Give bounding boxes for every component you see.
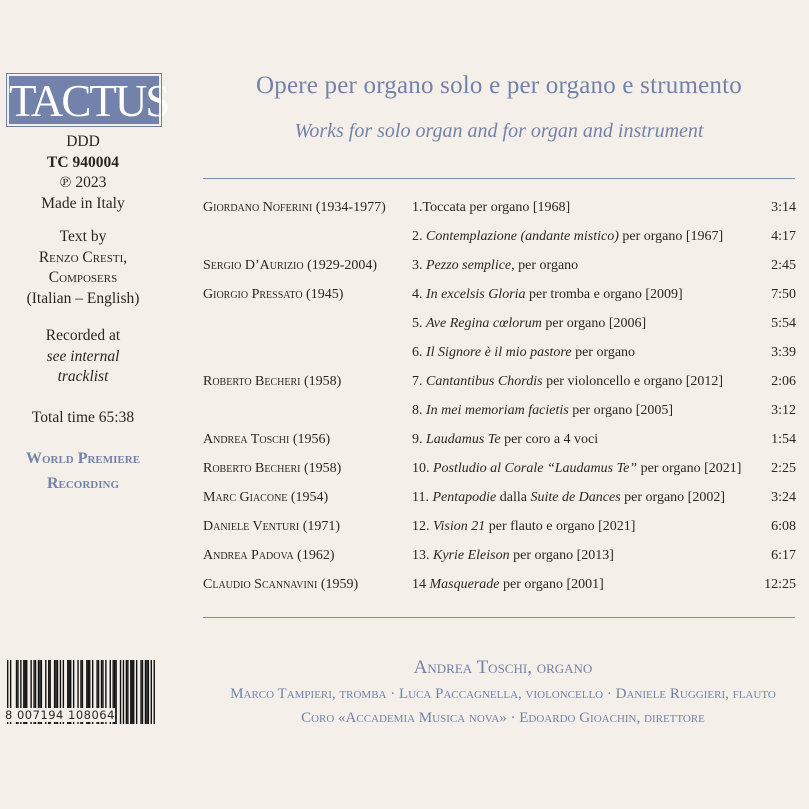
track-duration: 5:54 — [771, 316, 796, 331]
barcode-bar — [142, 660, 143, 724]
text-by-composers: Composers — [48, 269, 118, 286]
track-piece — [412, 200, 570, 216]
track-row — [203, 573, 796, 602]
track-title: Pezzo semplice, — [426, 258, 515, 273]
barcode-bar — [146, 660, 147, 724]
track-piece — [412, 577, 604, 593]
barcode-bar — [145, 660, 146, 724]
track-number: 11. — [412, 490, 433, 505]
barcode-bar — [133, 660, 134, 724]
track-source-title: Suite de Dances — [530, 490, 621, 505]
track-row — [203, 283, 796, 312]
catalog-number: TC 940004 — [47, 153, 119, 171]
album-title: Opere per organo solo e per organo e strumento — [256, 72, 742, 99]
track-piece — [412, 461, 741, 477]
track-row — [203, 225, 796, 254]
languages: (Italian – English) — [26, 289, 140, 307]
track-number: 4. — [412, 287, 426, 302]
track-scoring: per organo — [514, 258, 579, 273]
track-piece — [412, 316, 646, 332]
track-title: Masquerade — [429, 577, 500, 592]
track-row — [203, 196, 796, 225]
barcode-digits: 8 007194 108064 — [5, 708, 115, 722]
format-label: DDD — [66, 133, 100, 150]
tracklist — [203, 196, 796, 602]
world-premiere-badge — [0, 446, 166, 496]
track-scoring: per coro a 4 voci — [500, 432, 599, 447]
track-composer: Claudio Scannavini (1959) — [203, 577, 359, 592]
track-scoring: per organo [2021] — [637, 461, 742, 476]
premiere-line-2: Recording — [46, 475, 120, 492]
track-duration: 3:39 — [771, 345, 796, 360]
track-number: 6. — [412, 345, 426, 360]
track-scoring: per flauto e organo [2021] — [485, 519, 636, 534]
track-number: 2. — [412, 229, 426, 244]
track-row — [203, 370, 796, 399]
track-number: 8. — [412, 403, 426, 418]
recorded-label: Recorded at — [45, 327, 121, 344]
track-row — [203, 341, 796, 370]
track-number: 1. — [412, 200, 423, 215]
track-row — [203, 515, 796, 544]
track-scoring: per organo [1968] — [465, 200, 571, 215]
track-scoring: dalla — [496, 490, 531, 505]
track-title: Vision 21 — [433, 519, 486, 534]
total-time: Total time 65:38 — [31, 408, 135, 426]
track-composer: Giorgio Pressato (1945) — [203, 287, 344, 302]
track-number: 14 — [412, 577, 430, 592]
track-duration: 2:25 — [771, 461, 796, 476]
track-composer: Daniele Venturi (1971) — [203, 519, 341, 534]
track-composer: Roberto Becheri (1958) — [203, 461, 342, 476]
track-piece — [412, 345, 635, 361]
track-row — [203, 486, 796, 515]
track-row — [203, 457, 796, 486]
track-title: Pentapodie — [432, 490, 497, 505]
track-title: Kyrie Eleison — [433, 548, 510, 563]
track-composer: Marc Giacone (1954) — [203, 490, 329, 505]
track-scoring: per tromba e organo [2009] — [525, 287, 683, 302]
performers-instrumental: Marco Tampieri, tromba · Luca Paccagnella, violoncello · Daniele Ruggieri, flauto — [230, 686, 776, 702]
barcode-bar — [136, 660, 137, 724]
track-title: Ave Regina cœlorum — [426, 316, 542, 331]
track-composer: Giordano Noferini (1934-1977) — [203, 200, 386, 215]
track-duration: 6:17 — [771, 548, 796, 563]
origin-label: Made in Italy — [41, 194, 125, 212]
track-duration: 3:24 — [771, 490, 796, 505]
track-duration: 3:14 — [771, 200, 796, 215]
top-divider — [203, 178, 795, 179]
track-title: Laudamus Te — [426, 432, 501, 447]
track-composer: Roberto Becheri (1958) — [203, 374, 342, 389]
track-piece — [412, 432, 598, 448]
track-scoring: per organo — [571, 345, 636, 360]
performers-choir: Coro «Accademia Musica nova» · Edoardo Gioachin, direttore — [301, 710, 705, 726]
track-duration: 2:45 — [771, 258, 796, 273]
recorded-value-2: tracklist — [57, 368, 109, 385]
track-number: 13. — [412, 548, 433, 563]
barcode-bar — [148, 660, 149, 724]
track-scoring: per organo [2001] — [499, 577, 604, 592]
track-piece — [412, 374, 723, 390]
track-row — [203, 399, 796, 428]
track-piece — [412, 548, 614, 564]
track-number: 7. — [412, 374, 426, 389]
barcode-bar — [126, 660, 127, 724]
track-title: Postludio al Corale “Laudamus Te” — [433, 461, 638, 476]
text-by-label: Text by — [59, 228, 107, 245]
track-title: Il Signore è il mio pastore — [426, 345, 572, 360]
track-piece — [412, 229, 723, 245]
phonogram-copyright: ℗ 2023 — [59, 174, 107, 191]
track-piece — [412, 287, 683, 303]
track-row — [203, 428, 796, 457]
track-duration: 2:06 — [771, 374, 796, 389]
track-scoring: per organo [1967] — [618, 229, 724, 244]
track-piece — [412, 258, 578, 274]
barcode-bar — [120, 660, 121, 724]
track-number: 3. — [412, 258, 426, 273]
track-number: 10. — [412, 461, 433, 476]
bottom-divider — [203, 617, 795, 618]
track-row — [203, 254, 796, 283]
track-number: 12. — [412, 519, 433, 534]
barcode-bar — [130, 660, 131, 724]
track-duration: 12:25 — [764, 577, 796, 592]
text-by-author: Renzo Cresti, — [38, 248, 128, 266]
track-scoring: per violoncello e organo [2012] — [542, 374, 724, 389]
track-scoring: per organo [2005] — [568, 403, 674, 418]
barcode-bar — [127, 660, 128, 724]
track-scoring-2: per organo [2002] — [620, 490, 725, 505]
track-row — [203, 544, 796, 573]
track-composer: Andrea Padova (1962) — [203, 548, 335, 563]
barcode-bar — [154, 660, 155, 724]
track-duration: 1:54 — [771, 432, 796, 447]
track-duration: 7:50 — [771, 287, 796, 302]
sidebar — [0, 74, 169, 496]
barcode-bar — [115, 660, 116, 724]
track-piece — [412, 490, 725, 506]
track-piece — [412, 519, 635, 535]
track-piece — [412, 403, 673, 419]
album-subtitle: Works for solo organ and for organ and instrument — [294, 120, 704, 142]
tactus-logo: TACTUS — [9, 76, 169, 126]
track-duration: 4:17 — [771, 229, 796, 244]
track-composer: Andrea Toschi (1956) — [203, 432, 331, 447]
track-composer: Sergio D’Aurizio (1929-2004) — [203, 258, 378, 273]
track-number: 5. — [412, 316, 426, 331]
barcode-bar — [123, 660, 124, 724]
premiere-line-1: World Premiere — [25, 450, 141, 467]
track-title: Contemplazione (andante mistico) — [426, 229, 619, 244]
track-title: Toccata — [422, 200, 466, 215]
barcode-bar — [140, 660, 141, 724]
track-scoring: per organo [2013] — [509, 548, 614, 563]
track-row — [203, 312, 796, 341]
track-duration: 3:12 — [771, 403, 796, 418]
performer-main: Andrea Toschi, organo — [413, 657, 593, 678]
barcode-bar — [132, 660, 133, 724]
track-scoring: per organo [2006] — [541, 316, 647, 331]
track-title: In excelsis Gloria — [426, 287, 526, 302]
track-title: In mei memoriam facietis — [426, 403, 569, 418]
recorded-value-1: see internal — [46, 347, 120, 365]
barcode-bar — [151, 660, 152, 724]
track-title: Cantantibus Chordis — [426, 374, 543, 389]
track-duration: 6:08 — [771, 519, 796, 534]
track-number: 9. — [412, 432, 426, 447]
